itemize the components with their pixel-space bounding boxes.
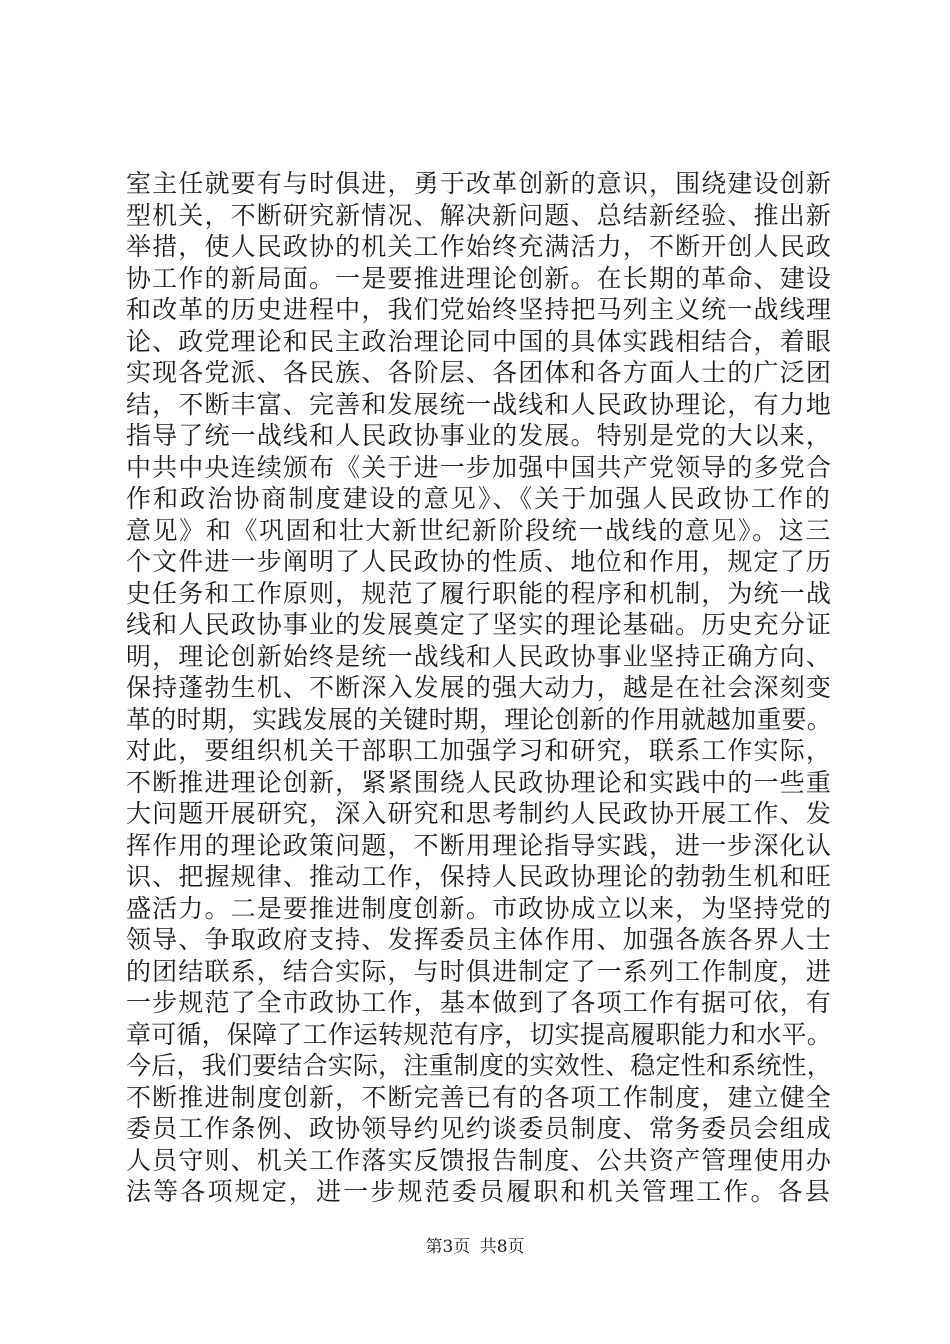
text-line: 结，不断丰富、完善和发展统一战线和人民政协理论，有力地 — [126, 389, 832, 419]
text-line: 的团结联系，结合实际，与时俱进制定了一系列工作制度，进 — [126, 956, 832, 986]
text-line: 不断推进理论创新，紧紧围绕人民政协理论和实践中的一些重 — [126, 767, 832, 797]
text-line: 型机关，不断研究新情况、解决新问题、总结新经验、推出新 — [126, 200, 832, 230]
text-line: 线和人民政协事业的发展奠定了坚实的理论基础。历史充分证 — [126, 610, 832, 639]
text-line: 保持蓬勃生机、不断深入发展的强大动力，越是在社会深刻变 — [126, 673, 832, 702]
text-line: 识、把握规律、推动工作，保持人民政协理论的勃勃生机和旺 — [126, 862, 832, 891]
text-line: 章可循，保障了工作运转规范有序，切实提高履职能力和水平。 — [126, 1019, 832, 1049]
text-line: 指导了统一战线和人民政协事业的发展。特别是党的大以来， — [126, 421, 832, 450]
text-line: 和改革的历史进程中，我们党始终坚持把马列主义统一战线理 — [126, 295, 832, 324]
text-line: 作和政治协商制度建设的意见》、《关于加强人民政协工作的 — [126, 484, 832, 513]
text-line: 大问题开展研究，深入研究和思考制约人民政协开展工作、发 — [126, 799, 832, 828]
text-line: 史任务和工作原则，规范了履行职能的程序和机制，为统一战 — [126, 578, 832, 608]
text-line: 委员工作条例、政协领导约见约谈委员制度、常务委员会组成 — [126, 1114, 832, 1143]
text-line: 法等各项规定，进一步规范委员履职和机关管理工作。各县 — [126, 1177, 832, 1206]
text-line: 对此，要组织机关干部职工加强学习和研究，联系工作实际， — [126, 736, 832, 765]
text-line: 中共中央连续颁布《关于进一步加强中国共产党领导的多党合 — [126, 452, 832, 482]
text-line: 协工作的新局面。一是要推进理论创新。在长期的革命、建设 — [126, 263, 832, 293]
text-line: 盛活力。二是要推进制度创新。市政协成立以来，为坚持党的 — [126, 893, 832, 923]
text-line: 不断推进制度创新，不断完善已有的各项工作制度，建立健全 — [126, 1082, 832, 1112]
text-line: 论、政党理论和民主政治理论同中国的具体实践相结合，着眼 — [126, 326, 832, 356]
text-line: 意见》和《巩固和壮大新世纪新阶段统一战线的意见》。这三 — [126, 515, 832, 545]
text-line: 个文件进一步阐明了人民政协的性质、地位和作用，规定了历 — [126, 547, 832, 576]
page-total: 共8页 — [479, 1237, 525, 1257]
text-line: 一步规范了全市政协工作，基本做到了各项工作有据可依，有 — [126, 988, 832, 1017]
text-line: 举措，使人民政协的机关工作始终充满活力，不断开创人民政 — [126, 232, 832, 261]
page-footer — [0, 1232, 950, 1257]
text-line: 革的时期，实践发展的关键时期，理论创新的作用就越加重要。 — [126, 704, 832, 734]
body-text — [126, 168, 832, 1208]
page-number: 第3页 — [425, 1237, 471, 1257]
text-line: 今后，我们要结合实际，注重制度的实效性、稳定性和系统性， — [126, 1051, 832, 1080]
text-line: 室主任就要有与时俱进，勇于改革创新的意识，围绕建设创新 — [126, 169, 832, 198]
text-line: 明，理论创新始终是统一战线和人民政协事业坚持正确方向、 — [126, 641, 832, 671]
text-line: 人员守则、机关工作落实反馈报告制度、公共资产管理使用办 — [126, 1145, 832, 1175]
text-line: 挥作用的理论政策问题，不断用理论指导实践，进一步深化认 — [126, 830, 832, 860]
text-line: 领导、争取政府支持、发挥委员主体作用、加强各族各界人士 — [126, 925, 832, 954]
text-line: 实现各党派、各民族、各阶层、各团体和各方面人士的广泛团 — [126, 358, 832, 387]
